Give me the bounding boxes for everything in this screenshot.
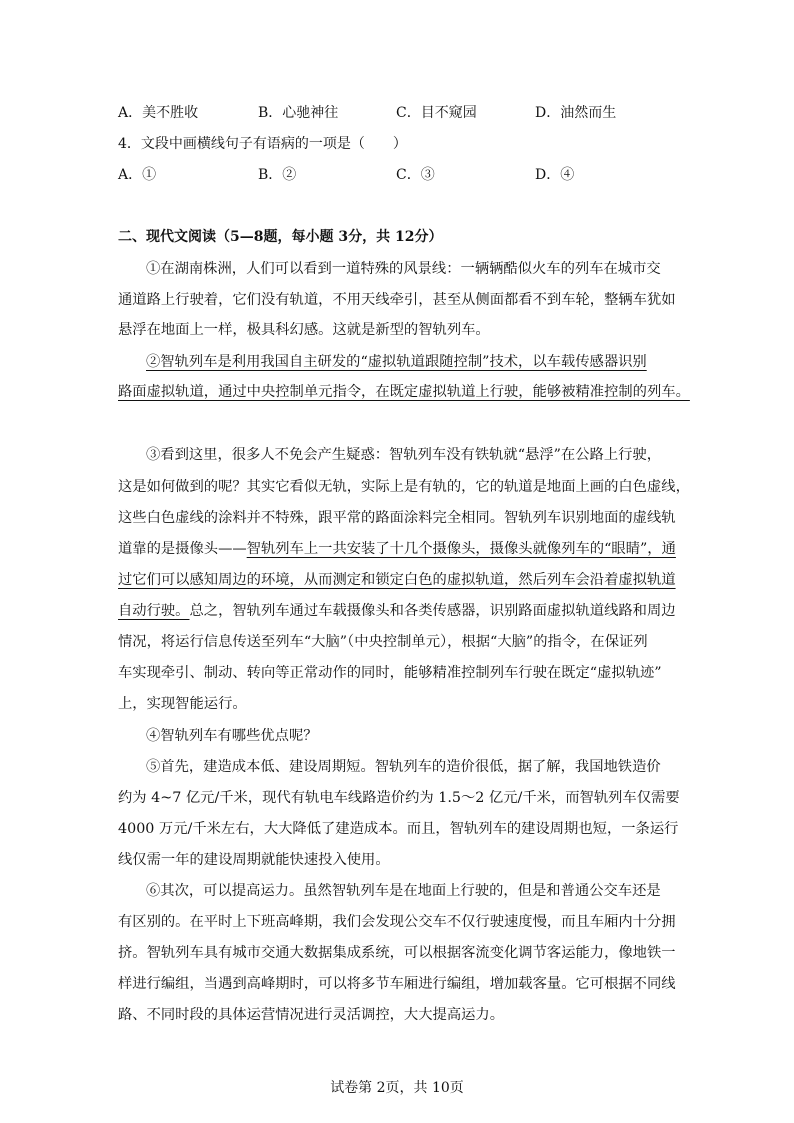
q4-option-b: B．② bbox=[258, 167, 297, 183]
para6-line5: 路、不同时段的具体运营情况进行灵活调控，大大提高运力。 bbox=[118, 1007, 505, 1023]
para2-line2: 路面虚拟轨道，通过中央控制单元指令，在既定虚拟轨道上行驶，能够被精准控制的列车。 bbox=[118, 384, 690, 400]
para2-line1: ②智轨列车是利用我国自主研发的“虚拟轨道跟随控制”技术，以车载传感器识别 bbox=[146, 354, 647, 370]
section-title: 二、现代文阅读（5—8题，每小题 3分，共 12分） bbox=[118, 229, 443, 245]
para4-line1: ④智轨列车有哪些优点呢？ bbox=[146, 728, 318, 744]
q3-option-c: C．目不窥园 bbox=[396, 105, 477, 121]
para5-line2: 约为 4~7 亿元/千米，现代有轨电车线路造价约为 1.5～2 亿元/千米，而智轨列车仅需要 bbox=[118, 790, 680, 806]
para3-line2: 这是如何做到的呢？其实它看似无轨，实际上是有轨的，它的轨道是地面上画的白色虚线， bbox=[118, 479, 690, 495]
para3-line5: 过它们可以感知周边的环境，从而测定和锁定白色的虚拟轨道，然后列车会沿着虚拟轨道 bbox=[118, 572, 676, 588]
para1-line1: ①在湖南株洲，人们可以看到一道特殊的风景线：一辆辆酷似火车的列车在城市交 bbox=[146, 261, 661, 277]
q4-stem: 4．文段中画横线句子有语病的一项是（ ） bbox=[118, 136, 407, 152]
para3-line6-plain: 总之，智轨列车通过车载摄像头和各类传感器，识别路面虚拟轨道线路和周边 bbox=[189, 603, 676, 619]
q3-option-b: B．心驰神往 bbox=[258, 105, 339, 121]
q4-option-a: A．① bbox=[118, 167, 157, 183]
para6-line4: 样进行编组，当遇到高峰期时，可以将多节车厢进行编组，增加载客量。它可根据不同线 bbox=[118, 976, 676, 992]
q4-options bbox=[118, 165, 718, 185]
para3-line3: 这些白色虚线的涂料并不特殊，跟平常的路面涂料完全相同。智轨列车识别地面的虚线轨 bbox=[118, 510, 676, 526]
para6-line3: 挤。智轨列车具有城市交通大数据集成系统，可以根据客流变化调节客运能力，像地铁一 bbox=[118, 945, 676, 961]
para6-line2: 有区别的。在平时上下班高峰期，我们会发现公交车不仅行驶速度慢，而且车厢内十分拥 bbox=[118, 914, 676, 930]
para3-line7: 情况，将运行信息传送至列车“大脑”（中央控制单元），根据“大脑”的指令，在保证列 bbox=[118, 634, 648, 650]
para3-line6-underlined: 自动行驶。 bbox=[118, 603, 190, 619]
q3-options bbox=[118, 103, 718, 123]
page-footer: 试卷第 2页，共 10页 bbox=[330, 1080, 464, 1096]
para3-line4-underlined: 智轨列车上一共安装了十几个摄像头，摄像头就像列车的“眼睛”，通 bbox=[246, 541, 676, 557]
q4-option-d: D．④ bbox=[535, 167, 575, 183]
para5-line4: 线仅需一年的建设周期就能快速投入使用。 bbox=[118, 852, 390, 868]
para6-line1: ⑥其次，可以提高运力。虽然智轨列车是在地面上行驶的，但是和普通公交车还是 bbox=[146, 883, 661, 899]
para5-line3: 4000 万元/千米左右，大大降低了建造成本。而且，智轨列车的建设周期也短，一条运行 bbox=[118, 821, 679, 837]
para5-line1: ⑤首先，建造成本低、建设周期短。智轨列车的造价很低，据了解，我国地铁造价 bbox=[146, 759, 661, 775]
para1-line2: 通道路上行驶着，它们没有轨道，不用天线牵引，甚至从侧面都看不到车轮，整辆车犹如 bbox=[118, 292, 676, 308]
para1-line3: 悬浮在地面上一样，极具科幻感。这就是新型的智轨列车。 bbox=[118, 322, 490, 338]
para3-line1: ③看到这里，很多人不免会产生疑惑：智轨列车没有铁轨就“悬浮”在公路上行驶， bbox=[146, 447, 662, 463]
para3-line4-plain: 道靠的是摄像头—— bbox=[118, 541, 247, 557]
para3-line6 bbox=[118, 601, 676, 621]
q3-option-d: D．油然而生 bbox=[535, 105, 617, 121]
q4-option-c: C．③ bbox=[396, 167, 435, 183]
para3-line8: 车实现牵引、制动、转向等正常动作的同时，能够精准控制列车行驶在既定“虚拟轨迹” bbox=[118, 665, 662, 681]
para3-line9: 上，实现智能运行。 bbox=[118, 696, 247, 712]
para3-line4 bbox=[118, 539, 676, 559]
q3-option-a: A．美不胜收 bbox=[118, 105, 199, 121]
